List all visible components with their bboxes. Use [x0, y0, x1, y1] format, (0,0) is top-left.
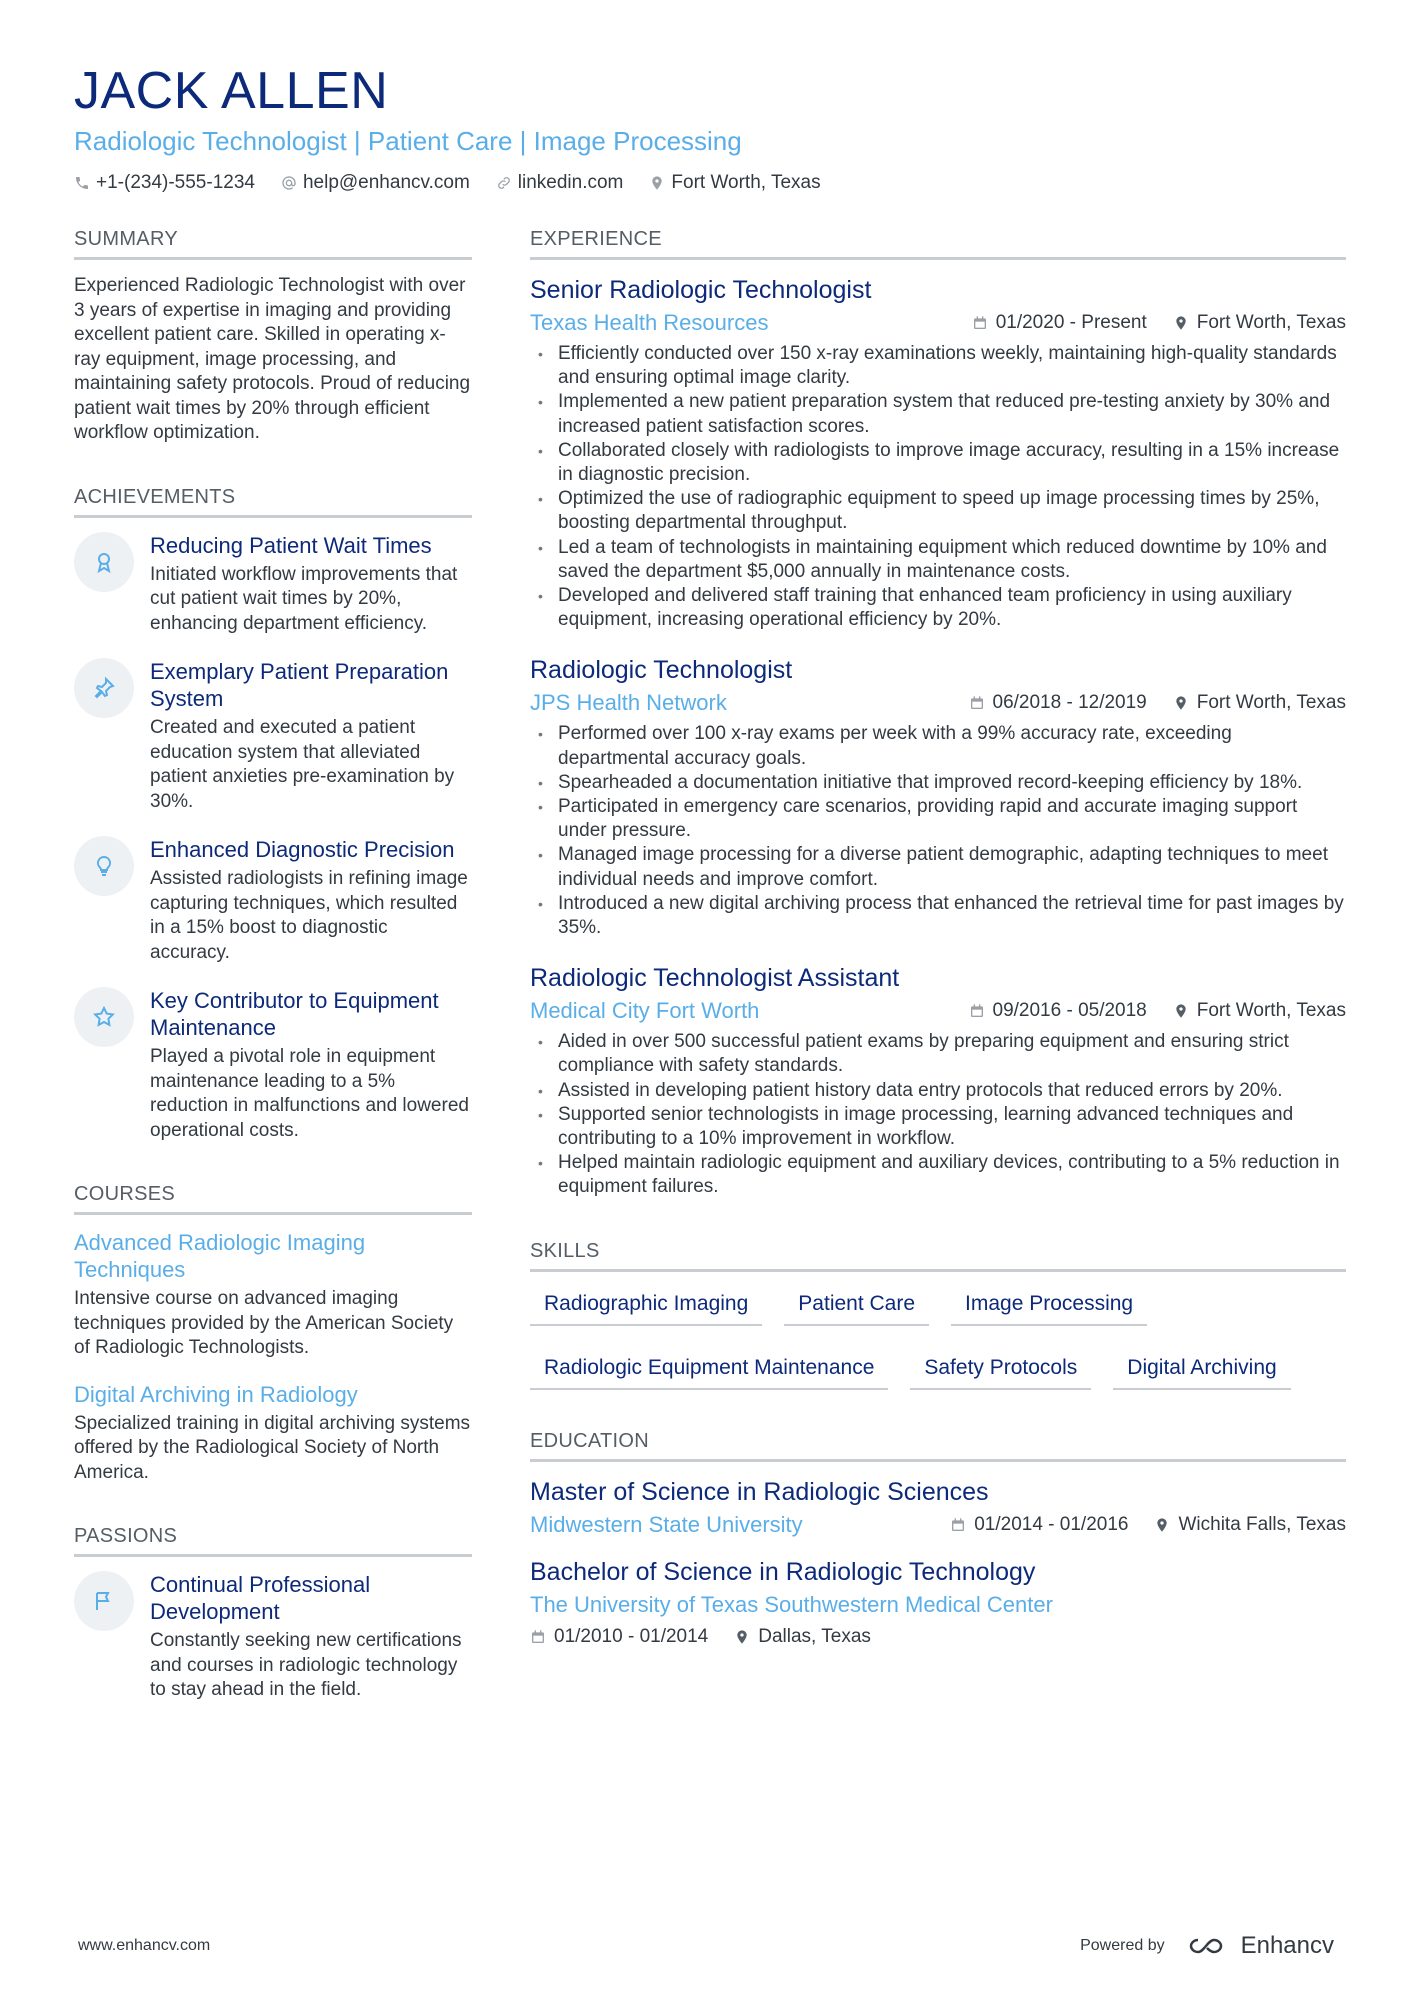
achievement-text: Assisted radiologists in refining image capturing techniques, which resulted in a 15% boost to diagnostic accuracy. [150, 868, 468, 963]
contact-row [74, 172, 1344, 194]
bullet-item: • Aided in over 500 successful patient exams by preparing equipment and ensuring strict compliance with safety standards. [530, 1030, 1346, 1078]
achievement-item [74, 987, 472, 1143]
at-icon [281, 175, 297, 191]
school-name: Midwestern State University [530, 1511, 803, 1537]
contact-location [649, 172, 820, 194]
achievements-heading: ACHIEVEMENTS [74, 486, 472, 518]
bullet-item: • Participated in emergency care scenarios, providing rapid and accurate imaging support under pressure. [530, 795, 1346, 843]
education-location: Wichita Falls, Texas [1178, 1513, 1346, 1535]
education-dates: 01/2010 - 01/2014 [554, 1625, 709, 1647]
job-bullets [530, 342, 1346, 632]
achievement-title: Exemplary Patient Preparation System [150, 659, 449, 711]
skills-heading: SKILLS [530, 1240, 1346, 1272]
job-title: Radiologic Technologist [530, 656, 793, 685]
degree-title: Master of Science in Radiologic Sciences [530, 1477, 989, 1506]
job-location: Fort Worth, Texas [1196, 692, 1346, 714]
passions-heading: PASSIONS [74, 1525, 472, 1557]
bullet-item: • Led a team of technologists in maintaining equipment which reduced downtime by 10% and saved the department $5,000 annually in maintenance costs. [530, 536, 1346, 584]
education-entry [530, 1476, 1346, 1538]
skills-list [530, 1286, 1346, 1390]
passions-section [74, 1525, 472, 1703]
calendar-icon [530, 1629, 546, 1645]
job-dates: 06/2018 - 12/2019 [992, 692, 1147, 714]
job-company: JPS Health Network [530, 690, 727, 716]
location-pin-icon [1173, 315, 1189, 331]
school-name: The University of Texas Southwestern Medical Center [530, 1591, 1053, 1617]
skill-tag: Safety Protocols [910, 1350, 1091, 1390]
summary-text: Experienced Radiologic Technologist with over 3 years of expertise in imaging and providing excellent patient care. Skilled in operating x-ray equipment, image processing, and maintaining safety protocols. Proud of reducing patient wait times by 20% through efficient workflow optimization. [74, 275, 471, 443]
job-dates: 09/2016 - 05/2018 [992, 1000, 1147, 1022]
bullet-item: • Performed over 100 x-ray exams per week with a 99% accuracy rate, exceeding departmental accuracy goals. [530, 722, 1346, 770]
footer-website[interactable]: www.enhancv.com [78, 1937, 211, 1954]
course-title: Digital Archiving in Radiology [74, 1381, 358, 1407]
left-column [74, 228, 472, 1743]
link-icon [496, 175, 512, 191]
candidate-tagline: Radiologic Technologist | Patient Care | Image Processing [74, 126, 742, 156]
job-location: Fort Worth, Texas [1196, 1000, 1346, 1022]
passion-item [74, 1571, 472, 1703]
linkedin-text: linkedin.com [517, 172, 624, 193]
achievement-text: Created and executed a patient education system that alleviated patient anxieties pre-examination by 30%. [150, 717, 455, 812]
location-pin-icon [1173, 1003, 1189, 1019]
location-pin-icon [649, 175, 665, 191]
passion-text: Constantly seeking new certifications and courses in radiologic technology to stay ahead in the field. [150, 1630, 462, 1700]
skills-section [530, 1240, 1346, 1390]
job-title: Senior Radiologic Technologist [530, 276, 872, 304]
location-pin-icon [1173, 695, 1189, 711]
candidate-name: JACK ALLEN [74, 62, 389, 120]
skill-tag: Radiologic Equipment Maintenance [530, 1350, 888, 1390]
course-text: Specialized training in digital archiving systems offered by the Radiological Society of North America. [74, 1412, 471, 1483]
education-heading: EDUCATION [530, 1430, 1346, 1462]
skill-tag: Digital Archiving [1113, 1350, 1290, 1390]
education-entry [530, 1556, 1346, 1648]
contact-phone[interactable] [74, 172, 255, 194]
education-location: Dallas, Texas [758, 1625, 871, 1647]
lightbulb-icon [74, 836, 134, 896]
star-icon [74, 987, 134, 1047]
education-section [530, 1430, 1346, 1648]
award-icon [74, 532, 134, 592]
summary-heading: SUMMARY [74, 228, 472, 260]
courses-heading: COURSES [74, 1183, 472, 1215]
achievement-title: Key Contributor to Equipment Maintenance [150, 988, 439, 1040]
achievement-item [74, 658, 472, 814]
bullet-item: • Introduced a new digital archiving process that enhanced the retrieval time for past images by 35%. [530, 892, 1346, 940]
achievement-item [74, 532, 472, 637]
email-text: help@enhancv.com [302, 172, 470, 193]
infinity-logo-icon [1187, 1934, 1231, 1958]
location-text: Fort Worth, Texas [671, 172, 821, 193]
bullet-item: • Managed image processing for a diverse patient demographic, adapting techniques to meet individual needs and improve comfort. [530, 843, 1346, 891]
experience-heading: EXPERIENCE [530, 228, 1346, 260]
bullet-item: • Supported senior technologists in image processing, learning advanced techniques and contributing to a 10% improvement in workflow. [530, 1103, 1346, 1151]
calendar-icon [972, 315, 988, 331]
achievements-section [74, 486, 472, 1144]
course-title: Advanced Radiologic Imaging Techniques [74, 1230, 366, 1282]
pin-icon [74, 658, 134, 718]
job-company: Texas Health Resources [530, 310, 769, 335]
job-dates: 01/2020 - Present [995, 312, 1147, 333]
right-column [530, 228, 1346, 1688]
bullet-item: • Optimized the use of radiographic equipment to speed up image processing times by 25%, boosting departmental throughput. [530, 487, 1346, 535]
resume-header [74, 60, 1344, 194]
calendar-icon [969, 695, 985, 711]
job-bullets [530, 1030, 1346, 1199]
skill-tag: Radiographic Imaging [530, 1286, 762, 1326]
job-entry [530, 274, 1346, 632]
course-item [74, 1229, 472, 1361]
enhancv-logo[interactable] [1187, 1932, 1334, 1960]
course-item [74, 1381, 472, 1486]
bullet-item: • Efficiently conducted over 150 x-ray examinations weekly, maintaining high-quality standards and ensuring optimal image clarity. [530, 342, 1346, 390]
job-company: Medical City Fort Worth [530, 998, 760, 1024]
education-dates: 01/2014 - 01/2016 [974, 1513, 1129, 1535]
bullet-item: • Spearheaded a documentation initiative that improved record-keeping efficiency by 18%. [530, 771, 1346, 795]
bullet-item: • Assisted in developing patient history data entry protocols that reduced errors by 20%. [530, 1079, 1346, 1103]
contact-linkedin[interactable] [496, 172, 624, 194]
passion-title: Continual Professional Development [150, 1572, 371, 1624]
contact-email[interactable] [281, 172, 470, 194]
achievement-title: Enhanced Diagnostic Precision [150, 837, 455, 862]
brand-name: Enhancv [1240, 1932, 1334, 1959]
job-location: Fort Worth, Texas [1196, 312, 1346, 333]
bullet-item: • Developed and delivered staff training that enhanced team proficiency in using auxiliary equipment, increasing operational efficiency by 20%. [530, 584, 1346, 632]
skill-tag: Image Processing [951, 1286, 1147, 1326]
achievement-text: Initiated workflow improvements that cut patient wait times by 20%, enhancing department efficiency. [150, 563, 458, 634]
powered-by-label: Powered by [1080, 1937, 1165, 1954]
job-entry [530, 962, 1346, 1199]
phone-icon [74, 175, 90, 191]
achievement-text: Played a pivotal role in equipment maintenance leading to a 5% reduction in malfunctions and lowered operational costs. [150, 1046, 469, 1141]
achievement-title: Reducing Patient Wait Times [150, 532, 432, 558]
courses-section [74, 1183, 472, 1485]
job-title: Radiologic Technologist Assistant [530, 964, 900, 993]
bullet-item: • Implemented a new patient preparation system that reduced pre-testing anxiety by 30% and increased patient satisfaction scores. [530, 390, 1346, 438]
bullet-item: • Helped maintain radiologic equipment and auxiliary devices, contributing to a 5% reduction in equipment failures. [530, 1151, 1346, 1199]
skill-tag: Patient Care [784, 1286, 929, 1326]
flag-icon [74, 1571, 134, 1631]
course-text: Intensive course on advanced imaging techniques provided by the American Society of Radiologic Technologists. [74, 1288, 454, 1358]
page-footer [78, 1932, 1334, 1960]
job-bullets [530, 722, 1346, 940]
degree-title: Bachelor of Science in Radiologic Technology [530, 1557, 1036, 1586]
calendar-icon [950, 1517, 966, 1533]
location-pin-icon [1154, 1517, 1170, 1533]
experience-section [530, 228, 1346, 1200]
phone-text: +1-(234)-555-1234 [96, 172, 255, 193]
summary-section [74, 228, 472, 446]
location-pin-icon [734, 1629, 750, 1645]
calendar-icon [969, 1003, 985, 1019]
job-entry [530, 654, 1346, 940]
bullet-item: • Collaborated closely with radiologists to improve image accuracy, resulting in a 15% increase in diagnostic precision. [530, 439, 1346, 487]
achievement-item [74, 836, 472, 965]
